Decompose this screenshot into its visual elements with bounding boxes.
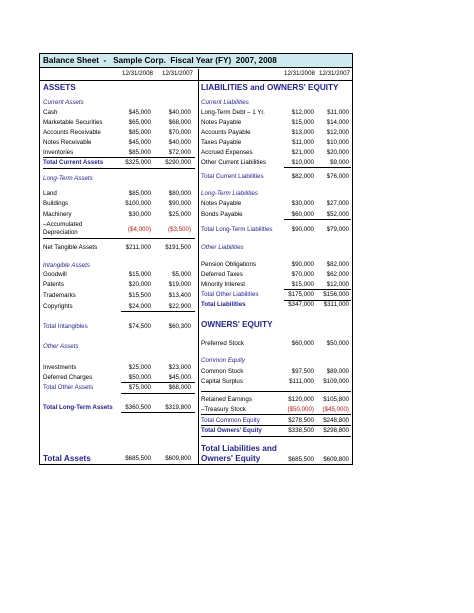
balance-sheet: Balance Sheet - Sample Corp. Fiscal Year (FY) 2007, 2008 12/31/2008 12/31/2007 12/31/2008 12/31/2007 ASSETS Current Assets Cash $45,000 $40,000 Marketable Securities $65,000 $68,000 Accounts Receivable $85,000 $70,000 Notes Receivable $45,000 $40,000 Inventories $85,000 $72,000 Total Current Assets $325,000 $290,000 Long-Term Assets Land $85,000 $80,000 Buildings $100,000 $90,000 Machinery $30,000 $25,000 –Accumulated Depreciation ($4,000) ($3,500) Net Tangible Assets $211,000 $191,500 Intangible Assets Goodwill $15,000 $5,000 Patents $20,000 $19,000 Trademarks $15,500 $13,400 Copyrights $24,000 $22,900 Total Intangibles $74,500 $60,300 Other Assets Investments $25,000 $23,000 Deferred Charges $50,000 $45,000 Total Other Assets $75,000 $68,000 Total Long-Term Assets $360,500 $319,800 Total Assets $685,500 $609,800 LIABILITIES and OWNERS' EQUITY Current Liabilities Long-Term Debt – 1 Yr. $12,000 $11,000 Notes Payable $15,000 $14,000 Accounts Payable $13,000 $12,000 Taxes Payable $11,000 $10,000 Accrued Expenses $21,000 $20,000 Other Current Liabilities $10,000 $9,000 Total Current Liabilities $82,000 $76,000 Long-Term Liabilities Notes Payable $30,000 $27,000 Bonds Payable $60,000 $52,000 Total Long-Term Liabilities $90,000 $79,000 Other Liabilities Pension Obligations $90,000 $82,000 Deferred Taxes $70,000 $62,000 Minority Interest $15,000 $12,000 Total Other Liabilities $175,000 $156,000 Total Liabilities $347,000 $311,000 OWNERS' EQUITY Preferred Stock $60,000 $50,000 Common Equity Common Stock $97,500 $89,000 Capital Surplus $111,000 $109,000 Retained Earnings $120,000 $105,800 –Treasury Stock ($50,000) ($45,000) Total Common Equity $278,500 $248,800 Total Owners' Equity $338,500 $298,800 Total Liabilities and Owners' Equity $685,500 $609,800 — [39, 53, 353, 465]
separator — [201, 391, 351, 392]
other-liabilities-label: Other Liabilities — [201, 244, 244, 251]
separator — [201, 414, 351, 415]
intangible-assets-label: Intangible Assets — [43, 262, 90, 269]
separator — [121, 393, 195, 394]
liabilities-heading: LIABILITIES and OWNERS' EQUITY — [201, 83, 339, 92]
date-header-right-2007: 12/31/2007 — [319, 70, 350, 77]
assets-heading: ASSETS — [43, 83, 76, 92]
owners-equity-heading: OWNERS' EQUITY — [201, 320, 273, 329]
date-header-left-2008: 12/31/2008 — [122, 70, 153, 77]
separator — [121, 311, 195, 312]
current-assets-label: Current Assets — [43, 99, 84, 106]
separator — [284, 219, 351, 220]
total-liabilities-and-equity: Total Liabilities and Owners' Equity $685,500 $609,800 — [201, 444, 349, 463]
current-liabilities-label: Current Liabilities — [201, 99, 249, 106]
date-header-right-2008: 12/31/2008 — [284, 70, 315, 77]
column-divider — [198, 69, 199, 464]
separator — [121, 412, 195, 413]
common-equity-label: Common Equity — [201, 357, 246, 364]
separator — [43, 168, 195, 169]
separator — [43, 238, 195, 239]
other-assets-label: Other Assets — [43, 343, 79, 350]
header-divider — [40, 80, 352, 81]
sheet-title: Balance Sheet - Sample Corp. Fiscal Year (FY) 2007, 2008 — [40, 54, 352, 68]
long-term-liabilities-label: Long-Term Liabilities — [201, 190, 258, 197]
separator — [201, 436, 351, 437]
separator — [284, 167, 351, 168]
long-term-assets-label: Long-Term Assets — [43, 175, 93, 182]
date-header-left-2007: 12/31/2007 — [162, 70, 193, 77]
